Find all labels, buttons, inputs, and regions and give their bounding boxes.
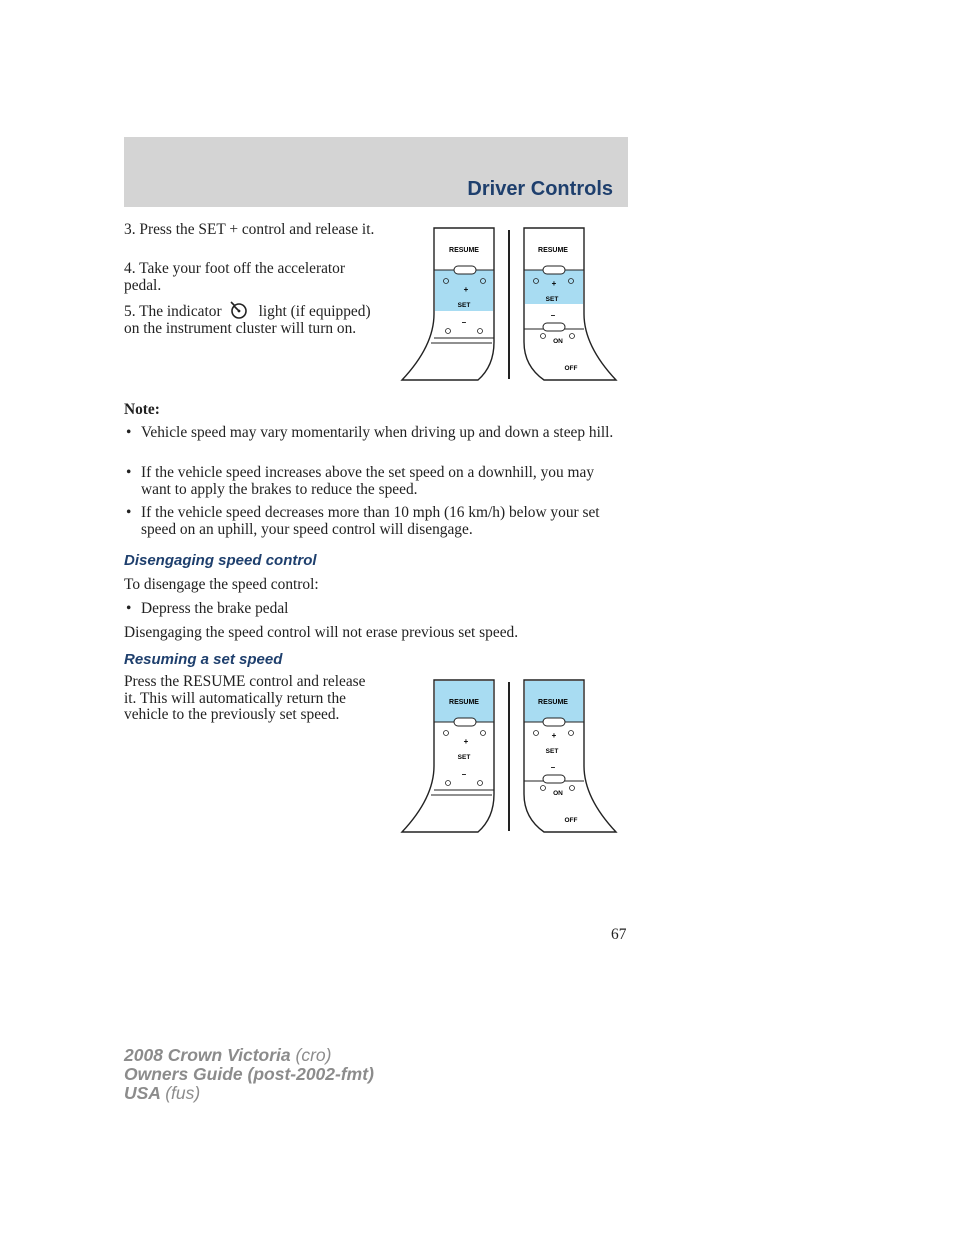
set-label: SET (457, 302, 471, 309)
step-3: 3. Press the SET + control and release it. (124, 221, 375, 238)
minus-label: – (550, 763, 556, 772)
minus-label: – (550, 311, 556, 320)
disengaging-intro: To disengage the speed control: (124, 576, 319, 593)
step-5-after: light (if equipped) on the instrument cluster will turn on. (124, 303, 371, 337)
header-band (124, 137, 628, 207)
left-control-pad (402, 680, 494, 832)
resume-label: RESUME (449, 699, 479, 706)
on-label: ON (553, 790, 563, 797)
note-bullet: • Vehicle speed may vary momentarily when driving up and down a steep hill. (126, 424, 614, 441)
note-label: Note: (124, 401, 160, 418)
minus-label: – (461, 318, 467, 327)
note-bullet: • If the vehicle speed decreases more than 10 mph (16 km/h) below your set speed on an uphill, your speed control will disengage. (126, 504, 600, 538)
on-label: ON (553, 338, 563, 345)
disengaging-heading: Disengaging speed control (124, 552, 317, 569)
plus-label: + (551, 731, 557, 740)
set-label: SET (545, 296, 559, 303)
footer-line-2: Owners Guide (post-2002-fmt) (124, 1064, 374, 1084)
footer-line-3: USA (fus) (124, 1083, 201, 1103)
disengaging-bullet: • Depress the brake pedal (126, 600, 289, 617)
plus-label: + (463, 285, 469, 294)
resume-label: RESUME (538, 699, 568, 706)
set-label: SET (457, 754, 471, 761)
footer (124, 1046, 374, 1103)
plus-label: + (551, 279, 557, 288)
resuming-heading: Resuming a set speed (124, 651, 283, 668)
off-label: OFF (564, 817, 578, 824)
step-4: 4. Take your foot off the accelerator pedal. (124, 260, 345, 294)
step-5 (124, 300, 384, 337)
note-bullet: • If the vehicle speed increases above the set speed on a downhill, you may want to apply the brakes to reduce the speed. (126, 464, 595, 498)
speed-control-figure-set (398, 226, 620, 386)
set-label: SET (545, 748, 559, 755)
speed-control-figure-resume (398, 678, 620, 838)
right-control-pad (524, 680, 616, 832)
resume-label: RESUME (449, 247, 479, 254)
resuming-text: Press the RESUME control and release it. This will automatically return the vehicle to the previously set speed. (124, 673, 366, 723)
left-control-pad (402, 228, 494, 380)
step-5-before: 5. The indicator (124, 303, 222, 320)
off-label: OFF (564, 365, 578, 372)
speed-control-indicator-icon (225, 300, 253, 320)
section-title: Driver Controls (467, 178, 613, 200)
minus-label: – (461, 770, 467, 779)
page-number: 67 (611, 926, 627, 943)
plus-label: + (463, 737, 469, 746)
right-control-pad (524, 228, 616, 380)
resume-label: RESUME (538, 247, 568, 254)
footer-line-1: 2008 Crown Victoria (cro) (124, 1045, 332, 1065)
disengaging-outro: Disengaging the speed control will not erase previous set speed. (124, 624, 519, 641)
